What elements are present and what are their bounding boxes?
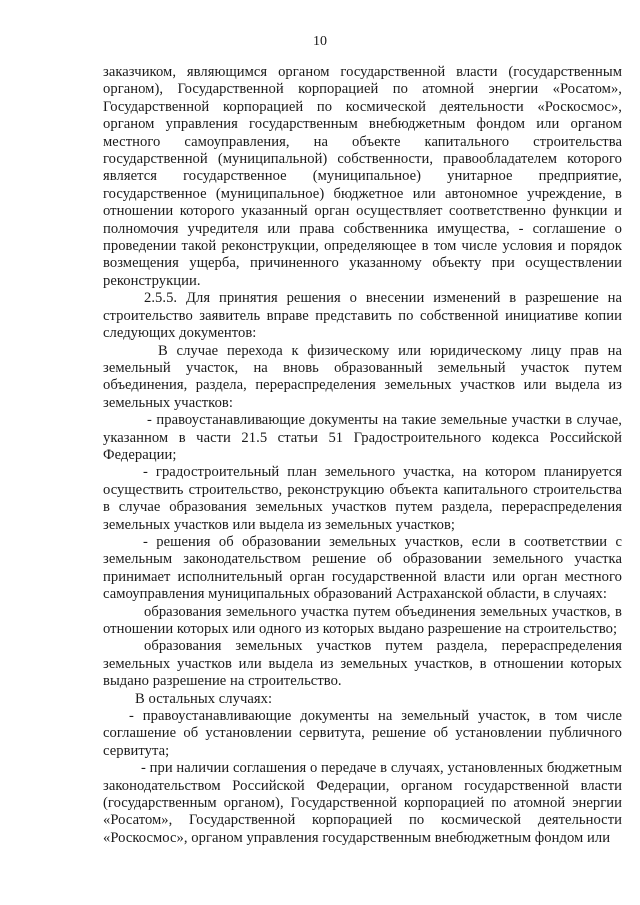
paragraph-title-documents: - правоустанавливающие документы на такие земельные участки в случае, указанном в части 21.5 статьи 51 Градостроительного кодекса Российской Федерации; <box>103 412 622 463</box>
page-number: 10 <box>313 34 327 49</box>
paragraph-2-5-5: 2.5.5. Для принятия решения о внесении изменений в разрешение на строительство заявитель вправе представить по собственной инициативе копии следующих документов: <box>103 290 622 342</box>
document-body <box>103 64 622 847</box>
paragraph-other-cases: В остальных случаях: <box>135 690 273 707</box>
paragraph-urban-plan: - градостроительный план земельного участка, на котором планируется осуществить строительство, реконструкцию объекта капитального строительства в случае образования земельных участков путем раздела, перераспределения земельных участков или выдела из земельных участков; <box>103 464 622 533</box>
paragraph-merging-plots: образования земельного участка путем объединения земельных участков, в отношении которых или одного из которых выдано разрешение на строительство; <box>103 603 622 637</box>
paragraph-land-title: - правоустанавливающие документы на земельный участок, в том числе соглашение об установлении сервитута, решение об установлении публичного сервитута; <box>103 708 622 759</box>
paragraph-transfer-of-rights: В случае перехода к физическому или юридическому лицу прав на земельный участок, на вновь образованный земельный участок путем объединения, раздела, перераспределения земельных участков или выдела из земельных участков: <box>103 342 622 411</box>
paragraph-dividing-plots: образования земельных участков путем раздела, перераспределения земельных участков или выдела из земельных участков, в отношении которых выдано разрешение на строительство. <box>103 638 622 690</box>
paragraph-transfer-agreement: - при наличии соглашения о передаче в случаях, установленных бюджетным законодательством Российской Федерации, органом государственной власти (государственным органом), Государственной корпорацией по атомной энергии «Росатом», Государственной корпорацией по космической деятельности «Роскосмос», органом управления государственным внебюджетным фондом или <box>103 760 622 846</box>
paragraph-continuation: заказчиком, являющимся органом государственной власти (государственным органом), Государственной корпорацией по атомной энергии «Росатом», Государственной корпорацией по космической деятельности «Роскосмос», органом управления государственным внебюджетным фондом или органом местного самоуправления, на объекте капитального строительства государственной (муниципальной) собственности, правообладателем которого является государственное (муниципальное) унитарное предприятие, государственное (муниципальное) бюджетное или автономное учреждение, в отношении которого указанный орган осуществляет соответственно функции и полномочия учредителя или права собственника имущества, - соглашение о проведении такой реконструкции, определяющее в том числе условия и порядок возмещения ущерба, причиненного указанному объекту при осуществлении реконструкции. <box>103 64 622 289</box>
paragraph-formation-decisions: - решения об образовании земельных участков, если в соответствии с земельным законодательством решение об образовании земельного участка принимает исполнительный орган государственной власти или орган местного самоуправления муниципальных образований Астраханской области, в случаях: <box>103 533 622 603</box>
